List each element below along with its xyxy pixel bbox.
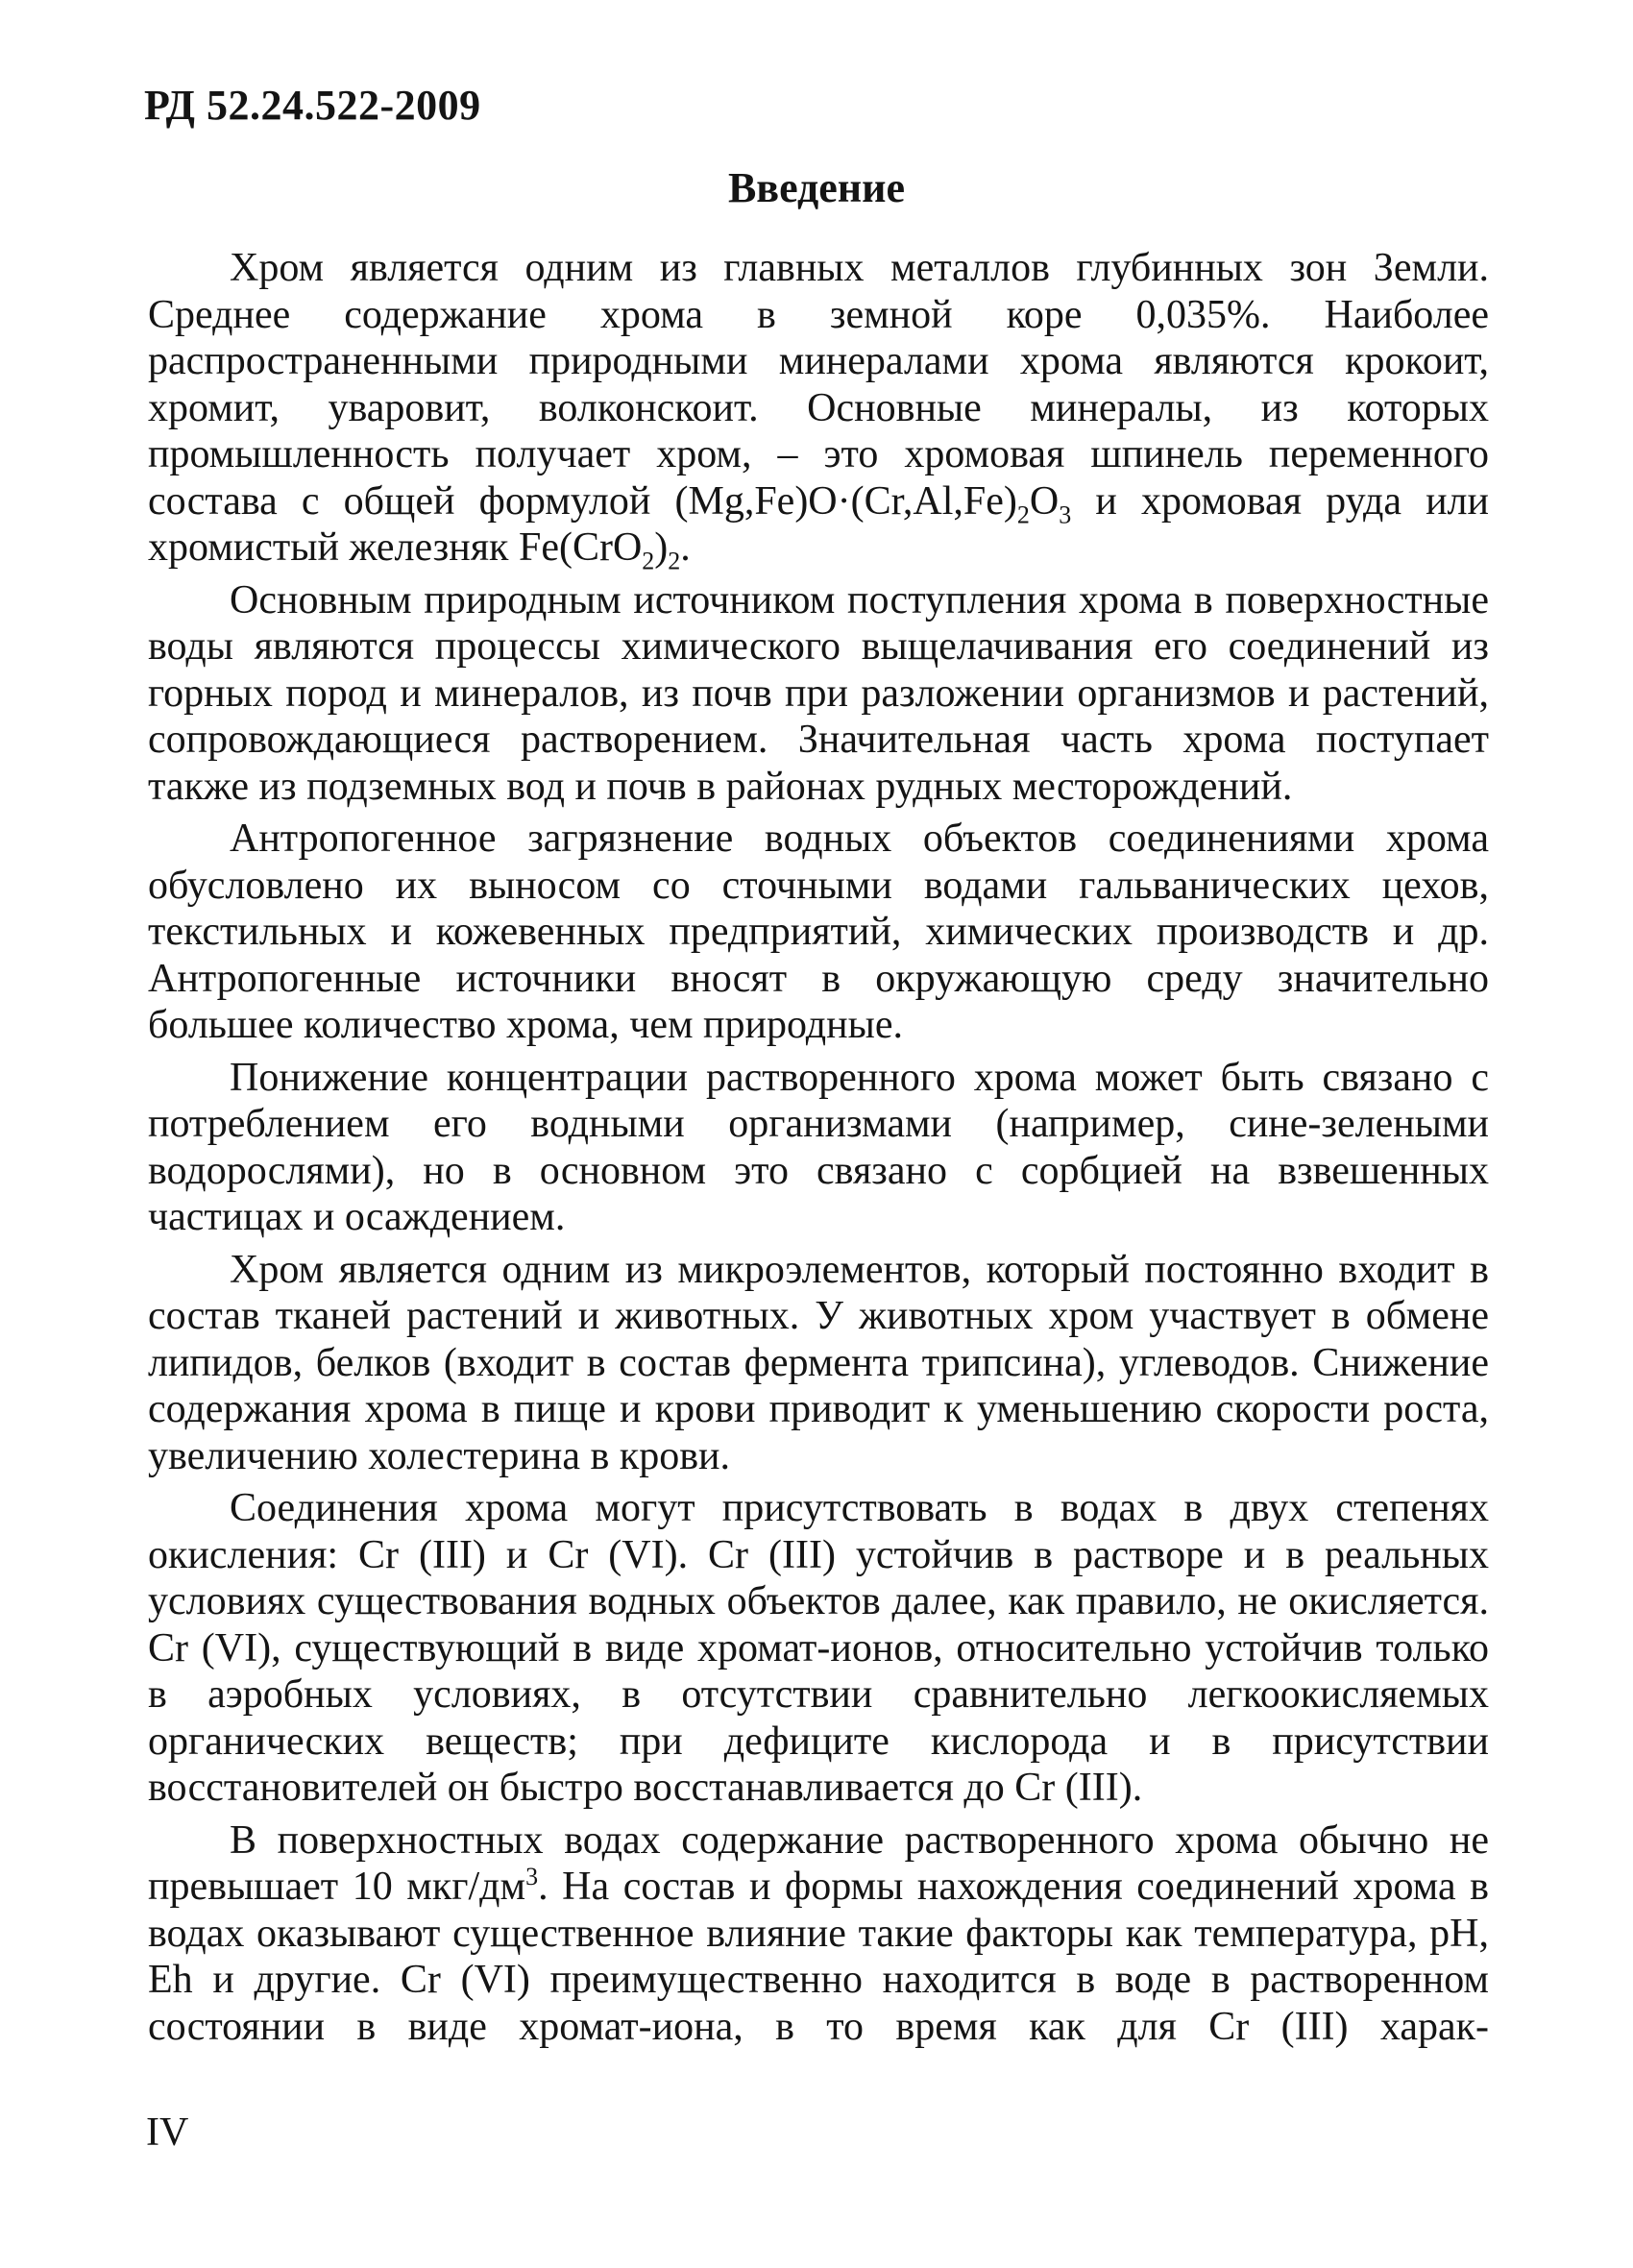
paragraph-1-text: O — [1029, 478, 1060, 524]
paragraph-4: Понижение концентрации растворенного хрома может быть связано с потреблением его водными организмами (например, сине-зелеными водорослями), но в основном это связано с сорбцией на взвешенных частицах и осаждением. — [148, 1055, 1489, 1239]
page-number: IV — [146, 2110, 189, 2155]
paragraph-1-text: . — [680, 525, 691, 570]
document-code: РД 52.24.522-2009 — [144, 82, 481, 129]
paragraph-7-text: В поверхностных водах содержание растворенного хрома обычно не превышает 10 мкг/дм — [148, 1817, 1489, 1909]
paragraph-6: Соединения хрома могут присутствовать в водах в двух степенях окисления: Cr (III) и Cr (VI). Cr (III) устойчив в растворе и в реальных условиях существования водных объектов далее, как правило, не окисляется. Cr (VI), существующий в виде хромат-ионов, относительно устойчив только в аэробных условиях, в отсутствии сравнительно легкоокисляемых органических веществ; при дефиците кислорода и в присутствии восстановителей он быстро восстанавливается до Cr (III). — [148, 1486, 1489, 1810]
paragraph-1-text: Хром является одним из главных металлов глубинных зон Земли. Среднее содержание хрома в земной коре 0,035%. Наиболее распространенными природными минералами хрома являются крокоит, хромит, уваровит, волконскоит. Основные минералы, из которых промышленность получает хром, – это хромовая шпинель переменного состава с общей формулой (Mg,Fe)O·(Cr,Al,Fe) — [148, 246, 1489, 524]
paragraph-7 — [148, 1817, 1489, 2051]
paragraph-1-text: ) — [654, 525, 669, 570]
page-title: Введение — [727, 164, 906, 211]
paragraph-1-text: и хромовая руда или хромистый железняк Fe(CrO — [148, 478, 1489, 570]
paragraph-1 — [148, 245, 1489, 575]
subscript: 2 — [642, 547, 655, 575]
paragraph-2: Основным природным источником поступления хрома в поверхностные воды являются процессы химического выщелачивания его соединений из горных пород и минералов, из почв при разложении организмов и растений, сопровождающиеся растворением. Значительная часть хрома поступает также из подземных вод и почв в районах рудных месторождений. — [148, 577, 1489, 809]
subscript: 3 — [1059, 500, 1072, 528]
subscript: 2 — [668, 547, 681, 575]
body-text — [148, 245, 1489, 2056]
subscript: 2 — [1016, 500, 1030, 528]
paragraph-5: Хром является одним из микроэлементов, который постоянно входит в состав тканей растений и животных. У животных хром участвует в обмене липидов, белков (входит в состав фермента трипсина), углеводов. Снижение содержания хрома в пище и крови приводит к уменьшению скорости роста, увеличению холестерина в крови. — [148, 1247, 1489, 1478]
paragraph-3: Антропогенное загрязнение водных объектов соединениями хрома обусловлено их выносом со сточными водами гальванических цехов, текстильных и кожевенных предприятий, химических производств и др. Антропогенные источники вносят в окружающую среду значительно большее количество хрома, чем природные. — [148, 817, 1489, 1047]
superscript: 3 — [525, 1863, 539, 1890]
paragraph-7-text: . На состав и формы нахождения соединений хрома в водах оказывают существенное влияние такие факторы как температура, pH, Eh и другие. Cr (VI) преимущественно находится в воде в растворенном состоянии в виде хромат-иона, в то время как для Cr (III) харак- — [148, 1865, 1489, 2049]
